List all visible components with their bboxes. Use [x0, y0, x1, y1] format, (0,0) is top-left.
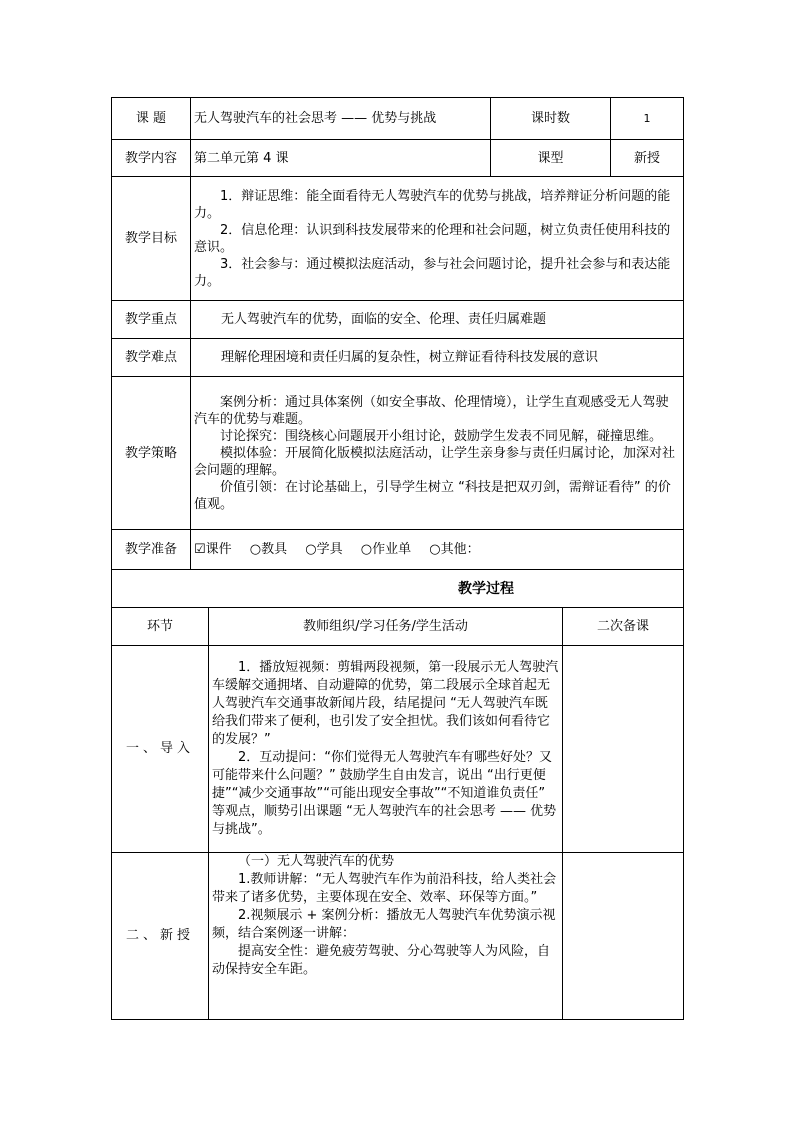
- strategy-item: 模拟体验：开展简化版模拟法庭活动，让学生亲身参与责任归属讨论，加深对社会问题的理解。: [194, 445, 676, 478]
- process-title: 教学过程: [112, 570, 684, 608]
- content-row: [112, 140, 684, 177]
- type-value: 新授: [611, 140, 684, 177]
- topic-value: 无人驾驶汽车的社会思考 —— 优势与挑战: [191, 98, 491, 140]
- strategy-item: 案例分析：通过具体案例（如安全事故、伦理情境），让学生直观感受无人驾驶汽车的优势与难题。: [194, 394, 669, 427]
- key-points-label: 教学重点: [112, 301, 191, 339]
- prep-option-worksheet[interactable]: ○作业单: [360, 542, 412, 557]
- difficulties-label: 教学难点: [112, 339, 191, 377]
- key-points-row: [112, 301, 684, 339]
- prep-row: [112, 530, 684, 570]
- hours-value: 1: [611, 98, 684, 140]
- goals-label: 教学目标: [112, 177, 191, 301]
- process-header-row: [112, 608, 684, 646]
- col-notes-header: 二次备课: [563, 608, 684, 646]
- activity-para: 2.视频展示 + 案例分析：播放无人驾驶汽车优势演示视频，结合案例逐一讲解：: [212, 908, 556, 941]
- goals-content: [191, 177, 684, 301]
- notes-new[interactable]: [563, 853, 684, 1020]
- stage-new: 二、新授: [112, 853, 209, 1020]
- process-row-intro: [112, 646, 684, 853]
- content-value: 第二单元第 4 课: [191, 140, 491, 177]
- activity-intro: [209, 646, 563, 853]
- goal-item: 1．辩证思维：能全面看待无人驾驶汽车的优势与挑战，培养辩证分析问题的能力。: [194, 188, 671, 221]
- activity-para: 提高安全性：避免疲劳驾驶、分心驾驶等人为风险，自动保持安全车距。: [212, 944, 551, 977]
- difficulties-row: [112, 339, 684, 377]
- activity-para: 2．互动提问：“你们觉得无人驾驶汽车有哪些好处？又可能带来什么问题？” 鼓励学生自由发言，说出 “出行更便捷”“减少交通事故”“可能出现安全事故”“不知道谁负责任” 等观点，顺势引出课题 “无人驾驶汽车的社会思考 —— 优势与挑战”。: [212, 750, 557, 837]
- col-stage-header: 环节: [112, 608, 209, 646]
- strategy-content: [191, 377, 684, 530]
- activity-para: 1．播放短视频：剪辑两段视频，第一段展示无人驾驶汽车缓解交通拥堵、自动避障的优势，第二段展示全球首起无人驾驶汽车交通事故新闻片段，结尾提问 “无人驾驶汽车既给我们带来了便利，也引发了安全担忧。我们该如何看待它的发展？”: [212, 660, 559, 747]
- process-row-new: [112, 853, 684, 1020]
- hours-label: 课时数: [491, 98, 611, 140]
- goal-item: 2．信息伦理：认识到科技发展带来的伦理和社会问题，树立负责任使用科技的意识。: [194, 222, 671, 255]
- prep-option-other[interactable]: ○其他：: [429, 542, 480, 557]
- strategy-label: 教学策略: [112, 377, 191, 530]
- col-activity-header: 教师组织/学习任务/学生活动: [209, 608, 563, 646]
- process-table: [111, 569, 684, 1020]
- type-label: 课型: [491, 140, 611, 177]
- prep-option-teaching-aids[interactable]: ○教具: [249, 542, 288, 557]
- strategy-item: 价值引领：在讨论基础上，引导学生树立 “科技是把双刃剑，需辩证看待” 的价值观。: [194, 479, 671, 512]
- content-label: 教学内容: [112, 140, 191, 177]
- activity-para: （一）无人驾驶汽车的优势: [238, 854, 395, 869]
- key-points-text: 无人驾驶汽车的优势，面临的安全、伦理、责任归属难题: [191, 301, 684, 339]
- prep-options: [191, 530, 684, 570]
- activity-para: 1.教师讲解：“无人驾驶汽车作为前沿科技，给人类社会带来了诸多优势，主要体现在安全、效率、环保等方面。”: [212, 872, 557, 905]
- goals-row: [112, 177, 684, 301]
- prep-option-courseware[interactable]: ☑课件: [194, 542, 232, 557]
- strategy-item: 讨论探究：围绕核心问题展开小组讨论，鼓励学生发表不同见解，碰撞思维。: [220, 428, 663, 444]
- topic-label: 课 题: [112, 98, 191, 140]
- process-title-row: [112, 570, 684, 608]
- difficulties-text: 理解伦理困境和责任归属的复杂性，树立辩证看待科技发展的意识: [191, 339, 684, 377]
- topic-row: [112, 98, 684, 140]
- notes-intro[interactable]: [563, 646, 684, 853]
- strategy-row: [112, 377, 684, 530]
- prep-option-learning-aids[interactable]: ○学具: [305, 542, 343, 557]
- activity-new: [209, 853, 563, 1020]
- goal-item: 3．社会参与：通过模拟法庭活动，参与社会问题讨论，提升社会参与和表达能力。: [194, 256, 671, 289]
- prep-label: 教学准备: [112, 530, 191, 570]
- stage-intro: 一、导入: [112, 646, 209, 853]
- lesson-info-table: [111, 97, 684, 570]
